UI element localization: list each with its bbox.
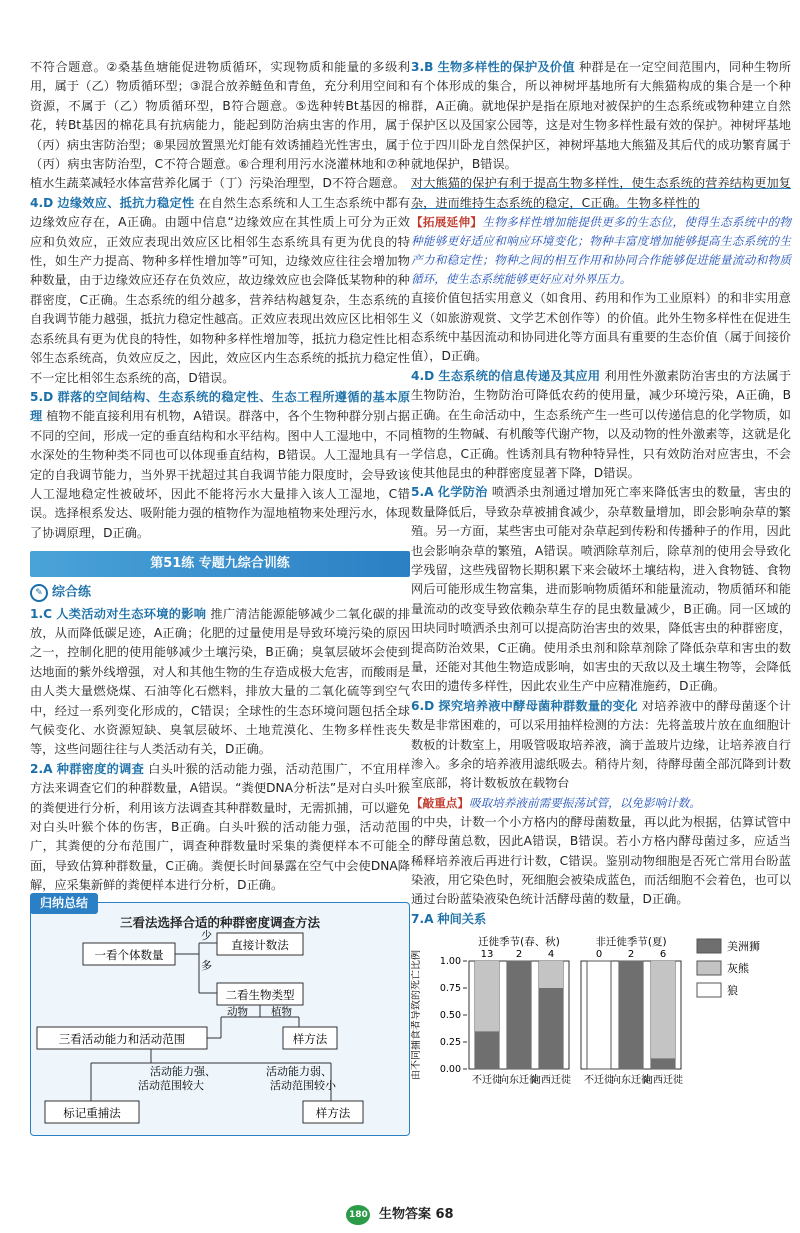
label-strong-1: 活动能力强、 [150, 1064, 216, 1078]
bar-cougar [539, 988, 563, 1069]
bar-count-label: 0 [595, 949, 603, 961]
summary-tab: 归纳总结 [30, 893, 98, 914]
label-direct: 直接计数法 [231, 937, 289, 952]
answer-6: 6.D 探究培养液中酵母菌种群数量的变化 对培养液中的酵母菌逐个计数是非常困难的，可以采用抽样检测的方法：先将盖玻片放在血细胞计数板的计数室上，用吸管吸取培养液，滴于盖玻片边缘，让培养液自行渗入。多余的培养液用滤纸吸去。稍待片刻，待酵母菌全部沉降到计数室底部，将计数板放在载物台 [411, 698, 792, 791]
x-category-label: 向东迁徙 [611, 1075, 651, 1087]
summary-box [30, 895, 410, 1136]
label-second: 二看生物类型 [225, 987, 295, 1002]
x-category-label: 向东迁徙 [499, 1075, 539, 1087]
y-tick-label: 0.50 [439, 1010, 461, 1022]
left-column [30, 58, 410, 1136]
page-number: 生物答案 68 [378, 1207, 454, 1222]
answer-5-left: 5.D 群落的空间结构、生态系统的稳定性、生态工程所遵循的基本原理 植物不能直接利用有机物，A错误。群落中，各个生物种群分别占据不同的空间，形成一定的垂直结构和水平结构。图中人工湿地中，不同水深处的生物种类不同也可以体现垂直结构，B错误。人工湿地具有一定的自我调节能力，当外界干扰超过其自我调节能力限度时，会导致该人工湿地稳定性被破坏，因此不能将污水大量排入该人工湿地，C错误。选择根系发达、吸附能力强的植物作为湿地植物来处理污水，体现了协调原理，D正确。 [30, 389, 411, 540]
answer-3: 3.B 生物多样性的保护及价值 种群是在一定空间范围内，同种生物所有个体形成的集合，所以神树坪基地所有大熊猫构成的集合是一个种群，A正确。就地保护是指在原地对被保护的生态系统或物种建立自然保护区以及国家公园等，这是对生物多样性最有效的保护。神树坪基地位于四川卧龙自然保护区，神树坪基地大熊猫及其后代的成功繁育属于就地保护，B错误。 [411, 60, 792, 172]
x-category-label: 向西迁徙 [531, 1075, 571, 1087]
bar-cougar [619, 961, 643, 1069]
section-banner: 第51练 专题九综合训练 [30, 551, 410, 577]
bar-cougar [475, 1031, 499, 1069]
label-animal: 动物 [227, 1005, 248, 1018]
label-first: 一看个体数量 [94, 947, 164, 962]
brand-logo: 180 [346, 1205, 370, 1225]
bar-count-label: 2 [627, 949, 635, 961]
legend-label: 灰熊 [727, 962, 749, 976]
section-heading: ✎ 综合练 [30, 583, 410, 602]
answer-3-underlined: 对大熊猫的保护有利于提高生物多样性，使生态系统的营养结构更加复杂，进而维持生态系统的稳定，C正确。生物多样性的 [411, 176, 791, 210]
label-quadrat: 样方法 [292, 1031, 328, 1046]
predation-chart [411, 933, 789, 1103]
panel-title: 非迁徙季节(夏) [595, 936, 667, 949]
label-third: 三看活动能力和活动范围 [58, 1031, 186, 1046]
label-weak-2: 活动范围较小 [270, 1078, 336, 1092]
bar-bear [539, 961, 563, 988]
y-tick-label: 0.75 [439, 983, 461, 995]
bar-count-label: 13 [480, 949, 494, 961]
label-plant: 植物 [271, 1005, 292, 1018]
answer-1: 1.C 人类活动对生态环境的影响 推广清洁能源能够减少二氧化碳的排放，从而降低碳足迹，A正确；化肥的过量使用是导致环境污染的原因之一，控制化肥的使用能够减少土壤污染，B正确；臭氧层破坏会使到达地面的紫外线增强，对人和其他生物的生存造成极大危害，而酸雨是由人类大量燃烧煤、石油等化石燃料，排放大量的二氧化硫等到空气中，经过一系列变化形成的，C错误；全球性的生态环境问题包括全球气候变化、水资源短缺、臭氧层破坏、土地荒漠化、生物多样性丧失等，这些问题往往与人类活动有关，D正确。 [30, 606, 411, 757]
bar-bear [651, 961, 675, 1058]
legend-swatch [697, 939, 721, 953]
bar-cougar [507, 961, 531, 1069]
pencil-icon: ✎ [30, 584, 48, 602]
continued-paragraph: 不符合题意。②桑基鱼塘能促进物质循环，实现物质和能量的多级利用，属于（乙）物质循环型；③混合放养鲢鱼和青鱼，充分利用空间和资源，不属于（乙）物质循环型，B符合题意。⑤选种转Bt基因的棉花，转Bt基因的棉花具有抗病能力，能起到防治病虫害的作用，属于（丙）病虫害防治型；⑧果园放置黑光灯能有效诱捕趋光性害虫，属于（丙）病虫害防治型，C不符合题意。⑥合理利用污水浇灌林地和⑦种植水生蔬菜减轻水体富营养化属于（丁）污染治理型，D不符合题意。 [30, 60, 410, 191]
label-mark-recapture: 标记重捕法 [63, 1105, 121, 1120]
legend-swatch [697, 983, 721, 997]
page-footer [0, 1203, 800, 1225]
label-many: 多 [201, 958, 212, 972]
x-category-label: 向西迁徙 [643, 1075, 683, 1087]
legend-label: 美洲狮 [727, 940, 760, 954]
answer-6-cont: 的中央，计数一个小方格内的酵母菌数量，再以此为根据，估算试管中的酵母菌总数，因此A错误，B错误。若小方格内酵母菌过多，应适当稀释培养液后再进行计数，C错误。鉴别动物细胞是否死亡常用台盼蓝染液，用它染色时，死细胞会被染成蓝色，而活细胞不会着色，也可以通过台盼蓝染液染色统计活酵母菌的数量，D正确。 [411, 814, 791, 907]
extension-note: 【拓展延伸】生物多样性增加能提供更多的生态位，使得生态系统中的物种能够更好适应和响应环境变化；物种丰富度增加能够提高生态系统的生产力和稳定性；物种之间的相互作用和协同合作能够促进能量流动和物质循环，使生态系统能够更好应对外界压力。 [411, 215, 791, 287]
label-quadrat-2: 样方法 [315, 1105, 351, 1120]
answer-4-left: 4.D 边缘效应、抵抗力稳定性 在自然生态系统和人工生态系统中都有边缘效应存在，A正确。由题中信息“边缘效应在其性质上可分为正效应和负效应，正效应表现出效应区比相邻生态系统具有更为优良的特性，如生产力提高、物种多样性增加等”可知，边缘效应往往会增加物种数量，由于边缘效应还存在负效应，故边缘效应也会降低某物种的种群密度，C正确。生态系统的组分越多，营养结构越复杂，生态系统的自我调节能力越强，抵抗力稳定性越高。正效应表现出效应区比相邻生态系统具有更为优良的特性，如物种多样性增加等，抵抗力稳定性比相邻生态系统高，负效应反之，因此，效应区内生态系统的抵抗力稳定性不一定比相邻生态系统的高，D错误。 [30, 195, 411, 385]
answer-7: 7.A 种间关系 [411, 911, 487, 926]
legend-label: 狼 [727, 984, 738, 998]
x-category-label: 不迁徙 [472, 1075, 502, 1087]
bar-cougar [651, 1058, 675, 1069]
answer-4-right: 4.D 生态系统的信息传递及其应用 利用性外激素防治害虫的方法属于生物防治，生物防治可降低农药的使用量，减少环境污染，A正确，B正确。在生命活动中，生态系统产生一些可以传递信息的化学物质，如植物的生物碱、有机酸等代谢产物，以及动物的性外激素等，这就是化学信息，C正确。性诱剂具有物种特异性，只有效防治对应害虫，不会使其他昆虫的种群密度显著下降，D错误。 [411, 368, 792, 480]
summary-title: 三看法选择合适的种群密度调查方法 [119, 914, 321, 930]
bar-bear [475, 961, 499, 1031]
y-axis-label: 由不同捕食者导致的死亡比例 [411, 950, 422, 1081]
panel-title: 迁徙季节(春、秋) [478, 936, 560, 949]
answer-3-cont: 直接价值包括实用意义（如食用、药用和作为工业原料）的和非实用意义（如旅游观赏、文学艺术创作等）的价值。此外生物多样性在促进生态系统中基因流动和协同进化等方面具有重要的生态价值（属于间接价值），D正确。 [411, 291, 791, 364]
key-point-note: 【敲重点】吸取培养液前需要振荡试管，以免影响计数。 [411, 795, 701, 810]
bar-count-label: 4 [547, 949, 555, 961]
answer-2: 2.A 种群密度的调查 白头叶猴的活动能力强，活动范围广，不宜用样方法来调查它们的种群数量，A错误。“粪便DNA分析法”是对白头叶猴的粪便进行分析，利用该方法调查其种群数量时，无需抓捕，可以避免对白头叶猴个体的伤害，B正确。白头叶猴的活动能力强，活动范围广，其粪便的分布范围广，调查种群数量时采集的粪便样本不可能全面，导致估算种群数量，C正确。粪便长时间暴露在空气中会使DNA降解，应采集新鲜的粪便样本进行分析，D正确。 [30, 761, 411, 893]
y-tick-label: 0.25 [439, 1037, 461, 1049]
label-few: 少 [201, 928, 212, 942]
answer-5-right: 5.A 化学防治 喷洒杀虫剂通过增加死亡率来降低害虫的数量，害虫的数量降低后，导致杂草被捕食减少，杂草数量增加，即会影响杂草的繁殖。另一方面，某些害虫可能对杂草起到传粉和传播种子的作用，因此也会影响杂草的繁殖，A错误。喷洒除草剂后，除草剂的使用会导致化学残留，这些残留物长期积累下来会破坏土壤结构，进入食物链、食物网后可能形成生物富集，进而影响物质循环和能量流动，物质循环和能量流动的改变导致依赖杂草生存的昆虫数量减少，B正确。同一区域的田块同时喷洒杀虫剂可以提高防治害虫的效果，降低害虫的种群密度，提高防治效果，C正确。使用杀虫剂和除草剂除了降低杂草和害虫的数量，还能对其他生物造成影响，如害虫的天敌以及土壤生物等，会降低农田的遗传多样性，因此农业生产中应精准施药，D正确。 [411, 485, 792, 694]
label-weak-1: 活动能力弱、 [266, 1064, 332, 1078]
bar-count-label: 2 [515, 949, 523, 961]
y-tick-label: 0.00 [439, 1064, 461, 1076]
bar-wolf [587, 961, 611, 1069]
x-category-label: 不迁徙 [584, 1075, 614, 1087]
label-strong-2: 活动范围较大 [138, 1078, 204, 1092]
method-flow-diagram [31, 903, 409, 1135]
right-column [411, 58, 791, 1110]
y-tick-label: 1.00 [439, 956, 461, 968]
legend-swatch [697, 961, 721, 975]
bar-count-label: 6 [659, 949, 667, 961]
